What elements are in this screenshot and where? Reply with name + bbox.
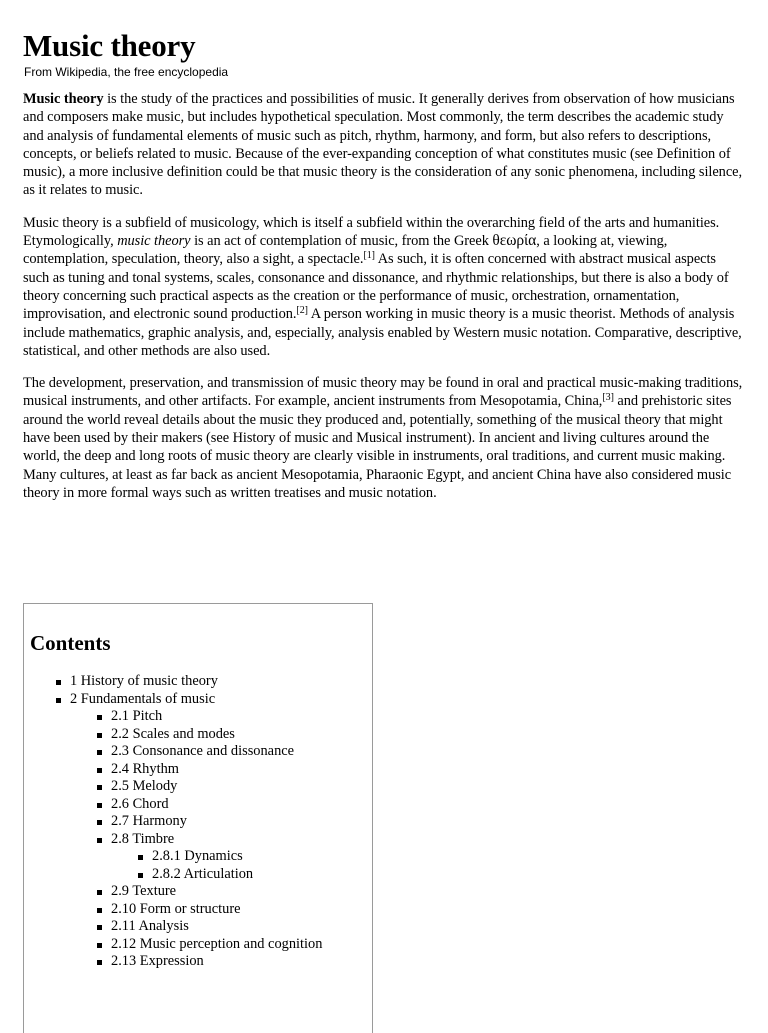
toc-item[interactable] — [24, 883, 322, 901]
toc-item[interactable] — [24, 708, 322, 726]
toc-item[interactable] — [24, 743, 322, 761]
table-of-contents — [23, 603, 373, 1033]
toc-item-label: 2.8 Timbre — [111, 830, 175, 847]
toc-item[interactable] — [24, 936, 322, 954]
bold-term: Music theory — [23, 91, 104, 107]
bullet-icon — [97, 715, 102, 720]
toc-title: Contents — [30, 631, 111, 655]
reference-3[interactable]: [3] — [602, 392, 614, 404]
bullet-icon — [97, 820, 102, 825]
toc-item[interactable] — [24, 831, 322, 849]
toc-item[interactable] — [24, 673, 322, 691]
toc-item-label: 2.5 Melody — [111, 778, 178, 794]
page-title: Music theory — [23, 28, 196, 63]
greek-word: θεωρία — [492, 232, 537, 250]
toc-item[interactable] — [24, 761, 322, 779]
toc-item-label: 2.13 Expression — [111, 953, 204, 969]
site-tagline: From Wikipedia, the free encyclopedia — [24, 65, 229, 79]
toc-item[interactable] — [24, 866, 322, 884]
toc-item-label: 2.8.2 Articulation — [152, 865, 254, 882]
toc-item[interactable] — [24, 901, 322, 919]
toc-item-label: 2.4 Rhythm — [111, 760, 179, 777]
bullet-icon — [97, 785, 102, 790]
toc-item-label: 2.2 Scales and modes — [111, 725, 235, 742]
toc-item-label: 2.6 Chord — [111, 795, 169, 812]
p1-text: is the study of the practices and possibilities of music. It generally derives from observation of how musicians and composers make music, but includes hypothetical speculation. Most commonly, the term describes the academic study and analysis of fundamental elements of music such as pitch, rhythm, harmony, and form, but also refers to descriptions, concepts, or beliefs related to music. Because of the ever-expanding conception of what constitutes music (see Definition of music), a more inclusive definition could be that music theory is the consideration of any sonic phenomena, including silence, as it relates to music. — [23, 91, 743, 199]
bullet-icon — [97, 908, 102, 913]
toc-item[interactable] — [24, 726, 322, 744]
toc-item[interactable] — [24, 691, 322, 709]
bullet-icon — [138, 855, 143, 860]
bullet-icon — [138, 873, 143, 878]
bullet-icon — [97, 733, 102, 738]
intro-paragraph-1 — [23, 90, 743, 200]
p2-text-3: , a looking at, viewing, contemplation, speculation, theory, also a sight, a spectacle. — [23, 233, 668, 268]
toc-item[interactable] — [24, 918, 322, 936]
toc-item[interactable] — [24, 848, 322, 866]
bullet-icon — [97, 943, 102, 948]
toc-item[interactable] — [24, 796, 322, 814]
article — [23, 30, 743, 502]
reference-1[interactable]: [1] — [363, 250, 375, 262]
p2-text-1: Music theory is a subfield of musicology, which is itself a subfield within the overarching field of the arts and humanities. Etymologically, — [23, 214, 720, 250]
toc-item-label: 2.10 Form or structure — [111, 900, 241, 917]
intro-paragraph-3 — [23, 374, 743, 502]
p2-text-5: A person working in music theory is a music theorist. Methods of analysis include mathematics, graphic analysis, and, especially, analysis enabled by Western music notation. Comparative, descriptive, statistical, and other methods are also used. — [23, 306, 742, 359]
bullet-icon — [97, 960, 102, 965]
bullet-icon — [97, 768, 102, 773]
bullet-icon — [97, 838, 102, 843]
toc-item-label: 2.11 Analysis — [111, 918, 189, 934]
toc-item-label: 2.9 Texture — [111, 883, 177, 899]
reference-2[interactable]: [2] — [296, 305, 308, 317]
toc-item-label: 1 History of music theory — [70, 673, 218, 689]
toc-item-label: 2.7 Harmony — [111, 813, 187, 829]
toc-item[interactable] — [24, 778, 322, 796]
toc-item[interactable] — [24, 813, 322, 831]
bullet-icon — [56, 680, 61, 685]
p3-text-2: and prehistoric sites around the world reveal details about the music they produced and, potentially, something of the musical theory that might have been used by their makers (see History of music and Musical instrument). In ancient and living cultures around the world, the deep and long roots of music theory are clearly visible in instruments, oral traditions, and current music making. Many cultures, at least as far back as ancient Mesopotamia, Pharaonic Egypt, and ancient China have also considered music theory in more formal ways such as written treatises and music notation. — [23, 393, 732, 501]
toc-item-label: 2.1 Pitch — [111, 708, 163, 724]
bullet-icon — [97, 803, 102, 808]
intro-paragraph-2 — [23, 214, 743, 360]
toc-item-label: 2.12 Music perception and cognition — [111, 935, 323, 952]
bullet-icon — [56, 698, 61, 703]
toc-item[interactable] — [24, 953, 322, 971]
toc-list — [24, 673, 322, 971]
bullet-icon — [97, 750, 102, 755]
p2-italic-term: music theory — [117, 233, 191, 250]
toc-item-label: 2.8.1 Dynamics — [152, 848, 243, 864]
toc-item-label: 2.3 Consonance and dissonance — [111, 743, 295, 759]
p3-text-1: The development, preservation, and transmission of music theory may be found in oral and practical music-making traditions, musical instruments, and other artifacts. For example, ancient instruments from Mesopotamia, China, — [23, 375, 743, 410]
toc-item-label: 2 Fundamentals of music — [70, 690, 216, 707]
bullet-icon — [97, 925, 102, 930]
p2-text-4: As such, it is often concerned with abstract musical aspects such as tuning and tonal systems, scales, consonance and dissonance, and rhythmic relationships, but there is also a body of theory concerning such practical aspects as the creation or the performance of music, orchestration, ornamentation, improvisation, and electronic sound production. — [23, 251, 729, 323]
bullet-icon — [97, 890, 102, 895]
p2-text-2: is an act of contemplation of music, from the Greek — [190, 233, 493, 250]
